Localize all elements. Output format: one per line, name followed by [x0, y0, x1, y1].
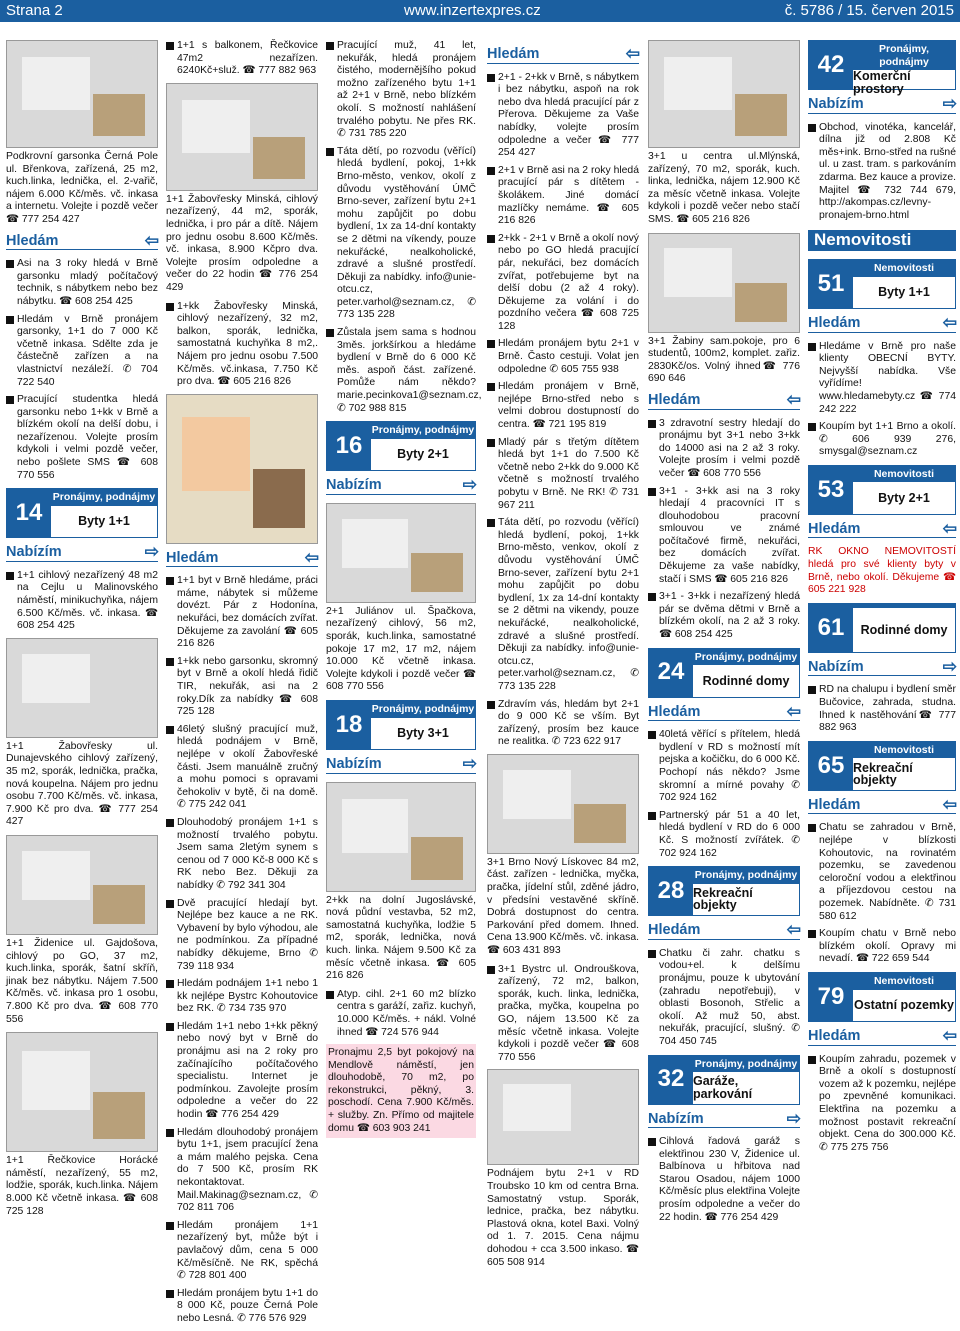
arrow-left-icon: ⇦ — [304, 547, 318, 567]
ad-item: 3+1 - 3+kk asi na 3 roky hledají 4 pracovníci IT s dlouhodobou pracovní smlouvou ve známé počítačové firmě, nekuřáci, bez domácích zvířat. Děkujeme za vaše nabídky, stačí i SMS ☎ 605 216 826 — [648, 486, 800, 587]
section-nabizim: Nabízím ⇨ — [326, 475, 476, 495]
ad-item: Hledám pronájem bytu 2+1 v Brně. Často cestuji. Volat jen odpoledne ✆ 605 755 938 — [487, 338, 639, 376]
site-url[interactable]: www.inzertexpres.cz — [404, 2, 541, 19]
ad-item: Chatu se zahradou v Brně, nejlépe v blízkosti Kohoutovic, na rovinatém pozemku, se zavedenou celoroční vodou a elektřinou a příjezdovou cestou na pozemek. Nabídněte. ✆ 731 580 612 — [808, 822, 956, 923]
ad-item: 3+1 Bystrc ul. Ondrouškova, zařízený, 72 m2, balkon, sporák, kuch. linka, lednička, pračka, myčka, koupelna po GO, nájem 13.500 Kč za měsíc včetně inkasa. Volejte kdykoli i pozdě večer ☎ 608 770 556 — [487, 964, 639, 1065]
ad-item: Koupím byt 1+1 Brno a okolí. ✆ 606 939 276, smysgal@seznam.cz — [808, 421, 956, 459]
photo-bedroom — [648, 40, 800, 148]
ad-item: 1+kk nebo garsonku, skromný byt v Brně a okolí hledá řidič TIR, nekuřák, asi na 2 roky.Dík za nabídky ☎ 608 725 128 — [166, 656, 318, 719]
column-5 — [648, 40, 800, 1229]
arrow-left-icon: ⇦ — [625, 44, 639, 63]
ad-item: Obchod, vinotéka, kancelář, dílna již od 2.808 Kč měs+ink. Brno-střed na rušné ul. u zast. tram. s parkováním zdarma. Bez kauce a provize. Majitel ☎ 732 744 679, http://akompas.cz/levny-pronajem-brno.html — [808, 122, 956, 223]
ad-item: Hledáme v Brně pro naše klienty OBECNÍ BYTY. Nejvyšší nabídka. Vše vyřídíme! www.hledamebyty.cz ☎ 774 242 222 — [808, 341, 956, 417]
category-banner-79: 79 Nemovitosti Ostatní pozemky — [808, 972, 956, 1022]
section-hledam: Hledám ⇦ — [808, 312, 956, 332]
arrow-right-icon: ⇨ — [462, 475, 476, 495]
ad-item: Hledám pronájem 1+1 nezařízený byt, může být i pavlačový dům, cena 5 000 Kč/měsíčně. Ne RK, spěchá ✆ 728 801 400 — [166, 1220, 318, 1283]
ad-item: Mladý pár s třetým dítětem hledá byt 1+1 do 7.500 Kč včetně nebo 2+kk do 9.000 Kč včetně s možností trvalého pobytu v Brně. Ne RK! ✆ 731 967 211 — [487, 437, 639, 513]
ad-item: 1+1 cihlový nezařízený 48 m2 na Cejlu u Malinovského náměstí, minikuchyňka, nájem 6.500 Kč/měs. vč. inkasa. ☎ 608 254 425 — [6, 570, 158, 633]
category-banner-18: 18 Pronájmy, podnájmy Byty 3+1 — [326, 700, 476, 750]
ad-item: 3+1 - 3+kk i nezařízený hledá pár se dvěma dětmi v Brně a blízkém okolí, na 2 až 3 roky. ☎ 608 254 425 — [648, 591, 800, 641]
photo-room — [6, 835, 158, 935]
ad-item: Zdravím vás, hledám byt 2+1 do 9 000 Kč se vším. Byt zařízený, prosím bez kauce ne realitka. ✆ 723 622 917 — [487, 699, 639, 749]
photo-empty-room — [6, 1032, 158, 1152]
photo-kitchen — [166, 83, 318, 191]
ad-item: RK OKNO NEMOVITOSTÍ hledá pro své klienty byty v Brně, nebo okolí. Děkujeme ☎ 605 221 928 — [808, 546, 956, 596]
photo-room — [326, 503, 476, 603]
ad-item: Koupím zahradu, pozemek v Brně a okolí s dostupností vozem až k pozemku, nejlépe po zpevněné komunikaci. Elektřina na pozemku a možnost postavit rekreační objekt. Cena do 300.000 Kč. ✆ 775 275 756 — [808, 1054, 956, 1155]
section-nabizim: Nabízím ⇨ — [6, 542, 158, 562]
section-hledam: Hledám ⇦ — [166, 547, 318, 567]
arrow-left-icon: ⇦ — [942, 312, 956, 332]
section-nabizim: Nabízím ⇨ — [326, 753, 476, 773]
ad-item: 46letý slušný pracující muž, hledá podnájem v Brně, nejlépe v okolí Žabovřeské části. Jsem manuálně zručný a mohu pomoci s opravami čehokoliv v bytě, či na domě. ✆ 775 242 041 — [166, 724, 318, 812]
arrow-right-icon: ⇨ — [144, 542, 158, 562]
arrow-right-icon: ⇨ — [942, 656, 956, 676]
issue-date: č. 5786 / 15. červen 2015 — [784, 2, 954, 19]
category-banner-16: 16 Pronájmy, podnájmy Byty 2+1 — [326, 421, 476, 471]
ad-caption: Podkrovní garsonka Černá Pole ul. Břenkova, zařízená, 25 m2, kuch.linka, lednička, el. 2-vařič, nájem 6.000 Kč/měs. vč. inkasa a internetu. Volejte i pozdě večer ☎ 777 254 427 — [6, 151, 158, 225]
category-banner-65: 65 Nemovitosti Rekreační objekty — [808, 741, 956, 791]
arrow-left-icon: ⇦ — [942, 1025, 956, 1045]
section-hledam: Hledám ⇦ — [648, 389, 800, 409]
ad-item: Hledám v Brně pronájem garsonky, 1+1 do 7 000 Kč včetně inkasa. Sdělte zda je částečně zařízen a na vlastnictví nezáleží. ✆ 704 722 540 — [6, 314, 158, 390]
photo-room — [648, 233, 800, 333]
page-number: Strana 2 — [6, 2, 63, 19]
section-nabizim: Nabízím ⇨ — [808, 656, 956, 676]
ad-item: 1+1 byt v Brně hledáme, práci máme, nábytek si můžeme dovézt. Pár z Hodonína, nekuřáci, bez domácích zvířat. Děkujeme za zavolání ☎ 605 216 826 — [166, 575, 318, 651]
ad-item: 1+kk Žabovřesky Minská, cihlový nezařízený, 32 m2, balkon, sporák, lednička, samostatná kuchyňka 8 m2,. Nájem pro jednu osobu 7.500 Kč/měs. vč.inkasa, 7.750 Kč pro dva. ☎ 605 216 826 — [166, 301, 318, 389]
ad-item: Pracující studentka hledá garsonku nebo 1+kk v Brně a blízkém okolí na delší dobu, i nezařízenou. Volejte prosím kdykoli i velmi pozdě večer, nebo pošlete SMS ☎ 608 770 556 — [6, 394, 158, 482]
category-banner-28: 28 Pronájmy, podnájmy Rekreační objekty — [648, 866, 800, 916]
section-nemovitosti: Nemovitosti — [808, 230, 956, 251]
section-hledam: Hledám ⇦ — [648, 701, 800, 721]
category-banner-32: 32 Pronájmy, podnájmy Garáže, parkování — [648, 1055, 800, 1105]
arrow-left-icon: ⇦ — [786, 389, 800, 409]
photo-garsonka — [6, 40, 158, 148]
arrow-left-icon: ⇦ — [786, 920, 800, 940]
arrow-left-icon: ⇦ — [942, 518, 956, 538]
arrow-right-icon: ⇨ — [462, 753, 476, 773]
ad-caption: 1+1 Žabovřesky Minská, cihlový nezařízený, 44 m2, sporák, lednička, i pro pár a dítě. Nájem pro jednu osobu 8.600 Kč/měs. vč. inkasa, 8.900 Kčpro dva. Volejte prosím odpoledne a večer do 22 hodin ☎ 776 254 429 — [166, 193, 318, 293]
category-banner-51: 51 Nemovitosti Byty 1+1 — [808, 259, 956, 309]
category-banner-53: 53 Nemovitosti Byty 2+1 — [808, 465, 956, 515]
ad-item: 1+1 s balkonem, Řečkovice 47m2 nezařízen. 6240Kč+služ. ☎ 777 882 963 — [166, 40, 318, 78]
ad-item: 40letá věřící s přítelem, hledá bydlení v RD s možností mít pejska a kočičku, do 6 000 Kč. Pochopí nás někdo? Jsme skromní a mírné povahy ✆ 702 924 162 — [648, 729, 800, 805]
section-hledam: Hledám ⇦ — [808, 1025, 956, 1045]
ad-item: Hledám 1+1 nebo 1+kk pěkný nebo nový byt v Brně do pronájmu asi na 2 roky pro začínajícího počítačového specialistu. Internet je podmínkou. Zavolejte prosím odpoledne a večer do 22 hodin ☎ 776 254 429 — [166, 1021, 318, 1122]
ad-caption: 1+1 Žabovřesky ul. Dunajevského cihlový zařízený, 35 m2, sporák, lednička, pračka, nová koupelna. Nájem pro jednu osobu 7.700 Kč/měs. vč. inkasa, 7.900 Kč pro dva. ☎ 777 254 427 — [6, 740, 158, 828]
category-banner-14: 14 Pronájmy, podnájmy Byty 1+1 — [6, 488, 158, 538]
ad-item: Cihlová řadová garáž s elektřinou 230 V, Židenice ul. Balbínova u hřbitova nad Starou Osadou, nájem 1000 Kč/měsíc plus elektřina Volejte prosím odpoledne a večer do 22 hodin. ☎ 776 254 429 — [648, 1136, 800, 1224]
ad-caption: 2+kk na dolní Jugoslávské, nová půdní vestavba, 52 m2, samostatná kuchyňka, lodžie 5 m2, sporák, lednička, nová kuch. linka. Nájem 9.500 Kč za měsíc včetně inkasa. ☎ 605 216 826 — [326, 894, 476, 982]
ad-item: Pracující muž, 41 let, nekuřák, hledá pronájem čistého, modernějšího pokud možno zařízeného bytu 1+1 až 2+1 v Brně, nebo blízkém okolí. S možností nahlášení trvalého pobytu. Ne přes RK. ✆ 731 785 220 — [326, 40, 476, 141]
ad-item: Hledám pronájem v Brně, nejlépe Brno-střed nebo s velmi dobrou dostupností do centra. ☎ 721 195 819 — [487, 381, 639, 431]
category-banner-42: 42 Pronájmy, podnájmy Komerční prostory — [808, 40, 956, 90]
column-1 — [6, 40, 158, 1224]
ad-item: Atyp. cihl. 2+1 60 m2 blízko centra s garáží, zařiz. kuchyň, 10.000 Kč/měs. + nákl. Volné ihned ☎ 724 576 944 — [326, 989, 476, 1039]
ad-item: Hledám pronájem bytu 1+1 do 8 000 Kč, pouze Černá Pole nebo Lesná. ✆ 776 576 929 — [166, 1288, 318, 1326]
ad-item: Dvě pracující hledají byt. Nejlépe bez kauce a ne RK. Vybavení by bylo výhodou, ale ne podmínkou. Za případné nabídky děkujeme, Brno ✆ 739 118 934 — [166, 898, 318, 974]
illustration-couple — [166, 394, 318, 544]
ad-item: 2+1 v Brně asi na 2 roky hledá pracující pár s dítětem - školákem. Jiné domácí mazlíčky nemáme. ☎ 605 216 826 — [487, 165, 639, 228]
ad-item: Chatku či zahr. chatku s vodou+el. k delšímu pronájmu, pouze k ubytování (zahradu nepotřebuji), v oblasti Bosonoh, Střelic a okolí. Až muž 50, abst. nekuřák, pracující, slušný. ✆ 704 450 745 — [648, 948, 800, 1049]
arrow-left-icon: ⇦ — [144, 230, 158, 250]
category-banner-61: 61 Rodinné domy — [808, 603, 956, 653]
ad-caption: 3+1 Brno Nový Lískovec 84 m2, část. zařízen - lednička, myčka, pračka, jídelní stůl, zděné jádro, v předsíni vestavěné skříně. Dobrá dostupnost do centra. Parkování před domem. Ihned. Cena 13.900 Kč/měs. vč. inkasa. ☎ 603 431 893 — [487, 856, 639, 957]
section-hledam: Hledám ⇦ — [808, 794, 956, 814]
ad-item: Zůstala jsem sama s hodnou 3měs. jorkšírkou a hledáme bydlení v Brně do 6 000 Kč měs. aspoň část. zařízené. Pomůže nám někdo? marie.pecinkova1@seznam.cz, ✆ 702 988 815 — [326, 327, 476, 415]
photo-bathroom — [6, 638, 158, 738]
ad-item: 2+kk - 2+1 v Brně a okolí nový nebo po GO hledá pracující pár, nekuřáci, bez domácích zvířat, potřebujeme byt na delší dobu (2 až 4 roky). Děkujeme za volání i do pozdního večera ☎ 608 725 128 — [487, 233, 639, 334]
ad-item: 3 zdravotní sestry hledají do pronájmu byt 3+1 nebo 3+kk do 14000 asi na 2 až 3 roky. Volejte prosím i velmi pozdě večer ☎ 608 770 556 — [648, 418, 800, 481]
photo-kitchen — [487, 754, 639, 854]
ad-item: Hledám dlouhodobý pronájem bytu 1+1, jsem pracující žena a mám malého pejska. Cena do 7 500 Kč, prosím RK nekontaktovat. Mail.Makinag@seznam.cz, ✆ 702 811 706 — [166, 1127, 318, 1215]
ad-item: Asi na 3 roky hledá v Brně garsonku mladý počítačový technik, s nábytkem nebo bez nábytku. ☎ 608 254 425 — [6, 258, 158, 308]
section-nabizim: Nabízím ⇨ — [648, 1108, 800, 1128]
column-6 — [808, 40, 956, 1159]
promo-box: Pronajmu 2,5 byt pokojový na Mendlově náměstí, jen dlouhodobě, 70 m2, po rekonstrukci, pěkný, 3. poschodí. Cena 7.900 Kč/měs. + služby. Zn. Přímo od majitele domu ☎ 603 903 241 — [326, 1044, 476, 1138]
ad-item: Hledám podnájem 1+1 nebo 1 kk nejlépe Bystrc Kohoutovice bez RK. ✆ 734 735 970 — [166, 978, 318, 1016]
ad-caption: 3+1 u centra ul.Mlýnská, zařízený, 70 m2, sporák, kuch. linka, lednička, nájem 12.900 Kč za měsíc včetně inkasa. Volejte kdykoli i pozdě večer nebo stačí SMS. ☎ 605 216 826 — [648, 151, 800, 225]
photo-attic — [326, 782, 476, 892]
section-hledam: Hledám ⇦ — [648, 920, 800, 940]
section-nabizim: Nabízím ⇨ — [808, 94, 956, 113]
arrow-left-icon: ⇦ — [942, 794, 956, 814]
page-header — [0, 0, 960, 22]
ad-caption: 2+1 Juliánov ul. Špačkova, nezařízený cihlový, 56 m2, sporák, kuch.linka, samostatné pokoje 17 m2, 17 m2, nájem 10.000 Kč včetně inkasa. Volejte kdykoli i pozdě večer ☎ 608 770 556 — [326, 605, 476, 693]
ad-item: Koupím chatu v Brně nebo blízkém okolí. Opravy mi nevadí. ☎ 722 659 544 — [808, 928, 956, 966]
category-banner-24: 24 Pronájmy, podnájmy Rodinné domy — [648, 648, 800, 698]
column-2 — [166, 40, 318, 1331]
ad-item: Táta dětí, po rozvodu (věřící) hledá bydlení, pokoj, 1+kk Brno-město, venkov, okolí z důvodu vystěhování ÚMČ Brno-sever, zařízení bytu 2+1 mohu zapůjčit po dobu bydlení, 1x za 14-dní kontakty se 2 dětmi na vikendy, pouze nekuřácké, nealkoholické, zdravé a slušné prostředí. Děkuji za nabídky. info@unie-otcu.cz, peter.varhol@seznam.cz, ✆ 773 135 228 — [487, 517, 639, 693]
photo-bathroom — [487, 1069, 639, 1165]
arrow-right-icon: ⇨ — [942, 94, 956, 113]
section-hledam: Hledám ⇦ — [6, 230, 158, 250]
ad-item: Dlouhodobý pronájem 1+1 s možností trvalého pobytu. Jsem sama 2letým synem s cenou od 7 000 Kč-8 000 Kč s RK nebo Bez. Děkuji za nabídky ✆ 792 341 304 — [166, 817, 318, 893]
ad-item: 2+1 - 2+kk v Brně, s nábytkem i bez nábytku, aspoň na rok nebo dva hledá pracující pár z Přerova. Děkujeme za Vaše nabídky, volejte prosím odpoledne a večer ☎ 777 254 427 — [487, 72, 639, 160]
section-hledam: Hledám ⇦ — [808, 518, 956, 538]
ad-caption: 1+1 Řečkovice Horácké náměstí, nezařízený, 55 m2, lodžie, sporák, kuch.linka. Nájem 8.000 Kč včetně inkasa. ☎ 608 725 128 — [6, 1155, 158, 1217]
ad-item: RD na chalupu i bydlení směr Bučovice, zahrada, studna. Ihned k nastěhování☎ 777 882 963 — [808, 684, 956, 734]
ad-caption: 3+1 Žabiny sam.pokoje, pro 6 studentů, 100m2, komplet. zařiz. 2830Kč/os. Volný ihned☎ 776 690 646 — [648, 335, 800, 385]
column-4 — [487, 40, 639, 1275]
arrow-left-icon: ⇦ — [786, 701, 800, 721]
ad-caption: Podnájem bytu 2+1 v RD Troubsko 10 km od centra Brna. Samostatný vstup. Sporák, lednice, pračka, bez nábytku. Plastová okna, kotel Baxi. Volný od 1. 7. 2015. Cena nájmu dohodou + cca 3.500 inkaso. ☎ 605 508 914 — [487, 1168, 639, 1268]
ad-caption: 1+1 Židenice ul. Gajdošova, cihlový po GO, 37 m2, kuch.linka, sporák, šatní skříň, jinak bez nábytku. Nájem 7.500 Kč/měs. vč. inkasa pro 1 osobu, 7.800 Kč pro dva. ☎ 608 770 556 — [6, 937, 158, 1025]
column-3 — [326, 40, 482, 1144]
ad-item: Táta dětí, po rozvodu (věřící) hledá bydlení, pokoj, 1+kk Brno-město, venkov, okolí z důvodu vystěhování ÚMČ Brno-sever, zařízení bytu 2+1 mohu zapůjčit po dobu bydlení, 1x za 14-dní kontakty se 2 dětmi na víkendy, pouze nekuřácké, nealkoholické, zdravé a slušné prostředí. Děkuji za nabídky. info@unie-otcu.cz, peter.varhol@seznam.cz, ✆ 773 135 228 — [326, 146, 476, 322]
arrow-right-icon: ⇨ — [786, 1108, 800, 1128]
section-hledam: Hledám ⇦ — [487, 44, 639, 63]
ad-item: Partnerský pár 51 a 40 let, hledá bydlení v RD do 6 000 Kč. S možností zvířátek. ✆ 702 924 162 — [648, 810, 800, 860]
